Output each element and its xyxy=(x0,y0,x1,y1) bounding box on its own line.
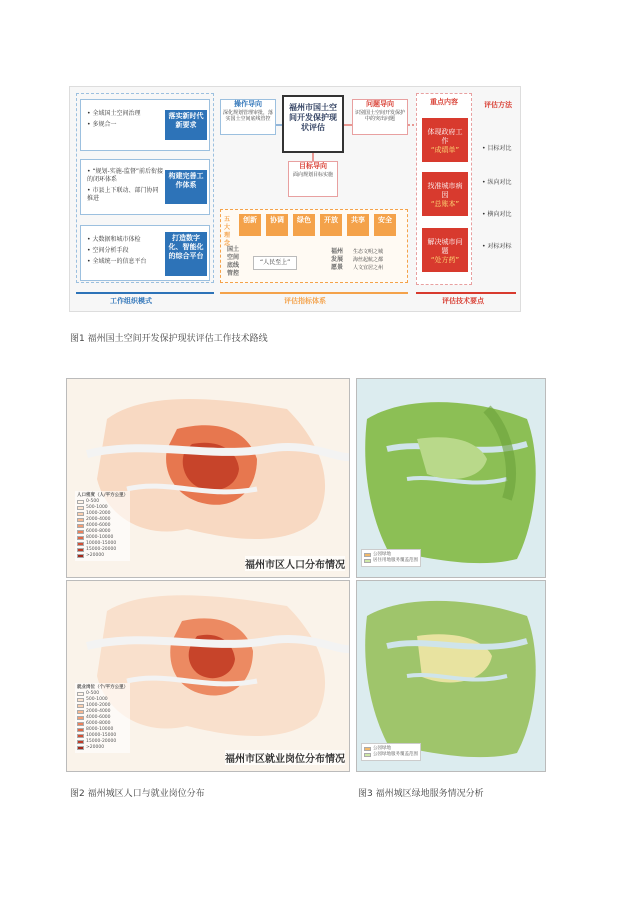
bullet: 全域国土空间治理 xyxy=(92,110,141,117)
legend-label: 15000-20000 xyxy=(86,739,117,744)
legend-label: >20000 xyxy=(86,745,105,750)
legend-label: 2000-4000 xyxy=(86,517,111,522)
legend-swatch xyxy=(77,746,84,750)
legend-label: 0-500 xyxy=(86,691,100,696)
footer-label-blue: 工作组织模式 xyxy=(110,297,152,305)
concept-cell: 共享 xyxy=(347,214,369,236)
left-group-1 xyxy=(80,99,210,151)
key-content-column xyxy=(416,93,472,285)
label-line: 底线 xyxy=(227,262,240,269)
group2-bullets: • “规划-实施-监督”前后衔接的闭环体系 • 市县上下联动、部门协同推进 xyxy=(87,168,164,202)
vision-label xyxy=(331,248,347,272)
population-legend xyxy=(75,491,130,561)
group1-bullets: • 全域国土空间治理 • 多规合一 xyxy=(87,110,141,128)
vision-line: 海丝起航之都 xyxy=(353,257,384,263)
workflow-diagram xyxy=(69,86,521,312)
legend-label: 公园绿地 xyxy=(373,552,391,557)
figure2-caption: 图2 福州城区人口与就业岗位分布 xyxy=(70,789,205,799)
legend-item xyxy=(364,558,418,564)
concept-cell: 开放 xyxy=(320,214,342,236)
label-line: 发展 xyxy=(331,256,344,263)
footer-bar-orange xyxy=(220,292,408,294)
green-space-map-bottom xyxy=(356,580,546,772)
key-quote: “处方药” xyxy=(430,256,460,264)
footer-bar-blue xyxy=(76,292,214,294)
legend-label: 500-1000 xyxy=(86,505,108,510)
concept-cell: 协调 xyxy=(266,214,288,236)
method-text: 目标对比 xyxy=(487,145,512,152)
concept-cell: 创新 xyxy=(239,214,261,236)
legend-title: 就业岗位（个/平方公里） xyxy=(77,685,129,690)
legend-swatch xyxy=(77,500,84,504)
legend-swatch xyxy=(77,536,84,540)
legend-swatch xyxy=(77,548,84,552)
key-item xyxy=(422,172,468,216)
label-line: 福州 xyxy=(331,248,344,255)
concept-label: 五大理念 xyxy=(224,216,231,247)
legend-swatch xyxy=(77,704,84,708)
legend-label: 居住用地服务覆盖范围 xyxy=(373,558,418,563)
key-item xyxy=(422,118,468,162)
bullet: 多规合一 xyxy=(92,121,117,128)
figure3-caption: 图3 福州城区绿地服务情况分析 xyxy=(358,789,484,799)
left-group-3 xyxy=(80,225,210,281)
legend-swatch xyxy=(77,728,84,732)
legend-label: 2000-4000 xyxy=(86,709,111,714)
legend-swatch xyxy=(77,518,84,522)
indicator-system xyxy=(220,209,408,283)
legend-swatch xyxy=(77,524,84,528)
key-quote: “总账本” xyxy=(430,200,460,208)
vision-line: 生态文明之城 xyxy=(353,249,384,255)
legend-item xyxy=(77,553,128,559)
legend-label: >20000 xyxy=(86,553,105,558)
legend-swatch xyxy=(364,747,371,751)
group1-badge: 落实新时代新要求 xyxy=(165,110,207,140)
legend-label: 4000-6000 xyxy=(86,715,111,720)
guide-text: 识别国土空间开发保护中的突出问题 xyxy=(354,110,405,122)
guide-title: 问题导向 xyxy=(366,100,394,108)
figure1-caption: 图1 福州国土空间开发保护现状评估工作技术路线 xyxy=(70,334,268,344)
label-line: 空间 xyxy=(227,254,240,261)
legend-swatch xyxy=(77,512,84,516)
connector-arrows xyxy=(210,97,430,217)
center-title: 福州市国土空间开发保护现状评估 xyxy=(282,95,344,153)
guide-text: 面向规划目标实施 xyxy=(292,172,333,178)
key-label: 重点内容 xyxy=(430,98,458,106)
concept-list xyxy=(239,214,396,236)
legend-label: 8000-10000 xyxy=(86,727,114,732)
guide-title: 目标导向 xyxy=(299,162,327,170)
legend-swatch xyxy=(364,553,371,557)
population-map xyxy=(66,378,350,578)
label-line: 愿景 xyxy=(331,264,344,271)
group3-badge: 打造数字化、智能化的综合平台 xyxy=(165,232,207,276)
methods-column xyxy=(478,93,518,285)
legend-swatch xyxy=(77,710,84,714)
method-text: 横向对比 xyxy=(487,211,512,218)
method-item: • 对标对标 xyxy=(482,243,512,250)
legend-label: 500-1000 xyxy=(86,697,108,702)
bullet: 大数据和城市体检 xyxy=(92,236,141,243)
legend-title: 人口密度（人/平方公里） xyxy=(77,493,129,498)
method-text: 对标对标 xyxy=(487,243,512,250)
legend-swatch xyxy=(77,530,84,534)
method-item: • 目标对比 xyxy=(482,145,512,152)
legend-swatch xyxy=(77,722,84,726)
legend-item xyxy=(77,745,128,751)
method-item: • 横向对比 xyxy=(482,211,512,218)
bullet: 市县上下联动、部门协同推进 xyxy=(87,187,159,202)
concept-cell: 绿色 xyxy=(293,214,315,236)
legend-swatch xyxy=(77,542,84,546)
key-text: 体现政府工作 xyxy=(427,128,463,145)
guide-title: 操作导向 xyxy=(234,100,262,108)
footer-label-red: 评估技术要点 xyxy=(442,297,484,305)
legend-label: 6000-8000 xyxy=(86,721,111,726)
key-text: 解决城市问题 xyxy=(427,238,463,255)
legend-swatch xyxy=(77,698,84,702)
label-line: 管控 xyxy=(227,270,240,277)
key-item xyxy=(422,228,468,272)
bottom-left-label xyxy=(227,246,243,278)
legend-label: 公园绿地服务覆盖范围 xyxy=(373,752,418,757)
legend-swatch xyxy=(77,740,84,744)
employment-map xyxy=(66,580,350,772)
legend-swatch xyxy=(364,559,371,563)
legend-label: 公园绿地 xyxy=(373,746,391,751)
guide-text: 深化规划管理审批，落实国土空间底线管控 xyxy=(222,110,273,122)
population-map-title: 福州市区人口分布情况 xyxy=(245,556,345,571)
legend-swatch xyxy=(364,753,371,757)
legend-label: 8000-10000 xyxy=(86,535,114,540)
left-group-2 xyxy=(80,159,210,215)
legend-swatch xyxy=(77,692,84,696)
vision-text xyxy=(353,248,405,272)
key-text: 找准城市病因 xyxy=(427,182,463,199)
people-first: “人民至上” xyxy=(253,256,297,270)
legend-item xyxy=(364,752,418,758)
footer-bar-red xyxy=(416,292,516,294)
key-quote: “成绩单” xyxy=(430,146,460,154)
bullet: 全域统一的信息平台 xyxy=(92,258,147,265)
legend-label: 6000-8000 xyxy=(86,529,111,534)
vision-line: 人文宜居之州 xyxy=(353,265,384,271)
concept-cell: 安全 xyxy=(374,214,396,236)
method-text: 纵向对比 xyxy=(487,179,512,186)
legend-label: 1000-2000 xyxy=(86,511,111,516)
footer-label-orange: 评估指标体系 xyxy=(284,297,326,305)
legend-label: 10000-15000 xyxy=(86,541,117,546)
employment-legend xyxy=(75,683,130,753)
bullet: 空间分析手段 xyxy=(92,247,129,254)
legend-swatch xyxy=(77,554,84,558)
label-line: 国土 xyxy=(227,246,240,253)
legend-label: 15000-20000 xyxy=(86,547,117,552)
group2-badge: 构建完善工作体系 xyxy=(165,170,207,204)
legend-swatch xyxy=(77,734,84,738)
methods-label: 评估方法 xyxy=(484,101,512,109)
legend-label: 1000-2000 xyxy=(86,703,111,708)
green-legend-top xyxy=(361,549,421,567)
legend-swatch xyxy=(77,716,84,720)
legend-label: 4000-6000 xyxy=(86,523,111,528)
bullet: “规划-实施-监督”前后衔接的闭环体系 xyxy=(87,168,164,183)
green-legend-bottom xyxy=(361,743,421,761)
green-space-map-top xyxy=(356,378,546,578)
method-item: • 纵向对比 xyxy=(482,179,512,186)
employment-map-title: 福州市区就业岗位分布情况 xyxy=(225,750,345,765)
group3-bullets: • 大数据和城市体检 • 空间分析手段 • 全域统一的信息平台 xyxy=(87,236,147,265)
legend-label: 0-500 xyxy=(86,499,100,504)
legend-label: 10000-15000 xyxy=(86,733,117,738)
legend-swatch xyxy=(77,506,84,510)
